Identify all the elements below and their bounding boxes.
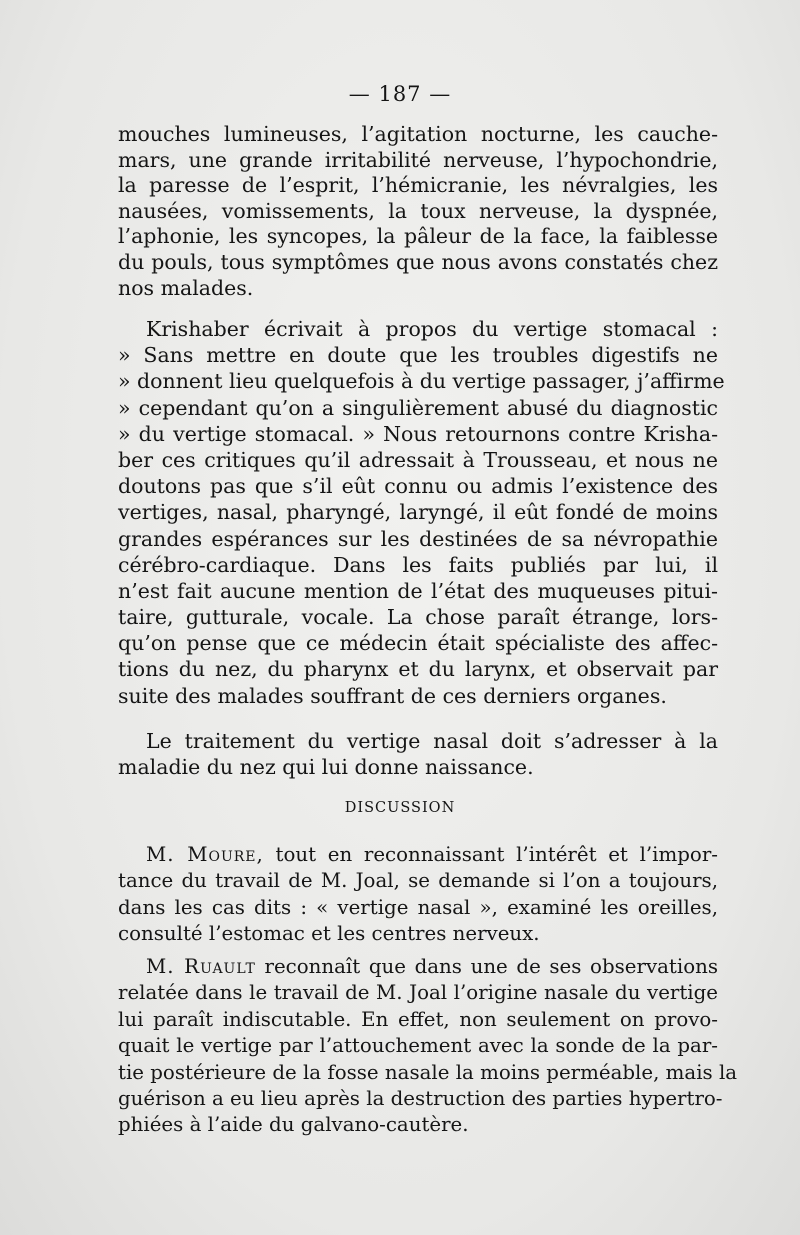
text-line: [118, 954, 718, 980]
text-line: » du vertige stomacal. » Nous retournons contre Krisha-: [118, 421, 718, 446]
text-line: tance du travail de M. Joal, se demande si l’on a toujours,: [118, 869, 718, 893]
text-line: taire, gutturale, vocale. La chose paraît étrange, lors-: [118, 605, 718, 630]
text-line: la paresse de l’esprit, l’hémicranie, les névralgies, les: [118, 173, 718, 198]
paragraph-moure: [118, 842, 718, 948]
text-line: n’est fait aucune mention de l’état des muqueuses pitui-: [118, 578, 718, 603]
paragraph-2: [118, 316, 725, 709]
page-number: — 187 —: [348, 82, 452, 106]
text-line: mars, une grande irritabilité nerveuse, l’hypochondrie,: [118, 147, 718, 172]
text-line: dans les cas dits : « vertige nasal », examiné les oreilles,: [118, 895, 718, 919]
text-line: ber ces critiques qu’il adressait à Trousseau, et nous ne: [118, 447, 718, 472]
text-line: mouches lumineuses, l’agitation nocturne, les cauche-: [118, 122, 718, 146]
text-line: » donnent lieu quelquefois à du vertige passager, j’affirme: [118, 369, 725, 394]
text-line: cérébro-cardiaque. Dans les faits publiés par lui, il: [118, 552, 718, 577]
text-line: qu’on pense que ce médecin était spécialiste des affec-: [118, 631, 718, 656]
text-line: doutons pas que s’il eût connu ou admis l’existence des: [118, 474, 718, 499]
text-line: » Sans mettre en doute que les troubles digestifs ne: [118, 343, 718, 368]
discussion-heading: DISCUSSION: [344, 800, 456, 816]
text-line: tions du nez, du pharynx et du larynx, et observait par: [118, 657, 718, 682]
text-line: Le traitement du vertige nasal doit s’adresser à la: [146, 729, 718, 753]
speaker-name: M. Moure,: [146, 843, 264, 866]
text-line: consulté l’estomac et les centres nerveux.: [118, 922, 540, 946]
text-line: lui paraît indiscutable. En effet, non seulement on provo-: [118, 1007, 718, 1031]
text-line: relatée dans le travail de M. Joal l’origine nasale du vertige: [118, 981, 718, 1005]
text-line: du pouls, tous symptômes que nous avons constatés chez: [118, 249, 718, 274]
text-line: Krishaber écrivait à propos du vertige stomacal :: [146, 317, 718, 341]
text-line: vertiges, nasal, pharyngé, laryngé, il eût fondé de moins: [118, 500, 718, 525]
text-line: guérison a eu lieu après la destruction des parties hypertro-: [118, 1086, 723, 1110]
text-line: grandes espérances sur les destinées de sa névropathie: [118, 526, 718, 551]
text-line: » cependant qu’on a singulièrement abusé du diagnostic: [118, 395, 718, 420]
text-line: [118, 842, 718, 868]
text-line: maladie du nez qui lui donne naissance.: [118, 755, 534, 780]
text-line: quait le vertige par l’attouchement avec la sonde de la par-: [118, 1034, 718, 1058]
text-line: suite des malades souffrant de ces derniers organes.: [118, 683, 667, 708]
line-text: tout en reconnaissant l’intérêt et l’impor-: [275, 843, 718, 866]
paragraph-ruault: [118, 954, 738, 1139]
text-line: nausées, vomissements, la toux nerveuse, la dyspnée,: [118, 198, 718, 223]
text-line: tie postérieure de la fosse nasale la moins perméable, mais la: [118, 1060, 738, 1084]
text-line: l’aphonie, les syncopes, la pâleur de la face, la faiblesse: [118, 224, 718, 249]
line-text: reconnaît que dans une de ses observations: [264, 955, 718, 978]
text-line: phiées à l’aide du galvano-cautère.: [118, 1113, 469, 1137]
paragraph-3: [118, 728, 718, 780]
text-line: nos malades.: [118, 275, 254, 300]
speaker-name: M. Ruault: [146, 955, 256, 978]
paragraph-1: [118, 122, 718, 301]
